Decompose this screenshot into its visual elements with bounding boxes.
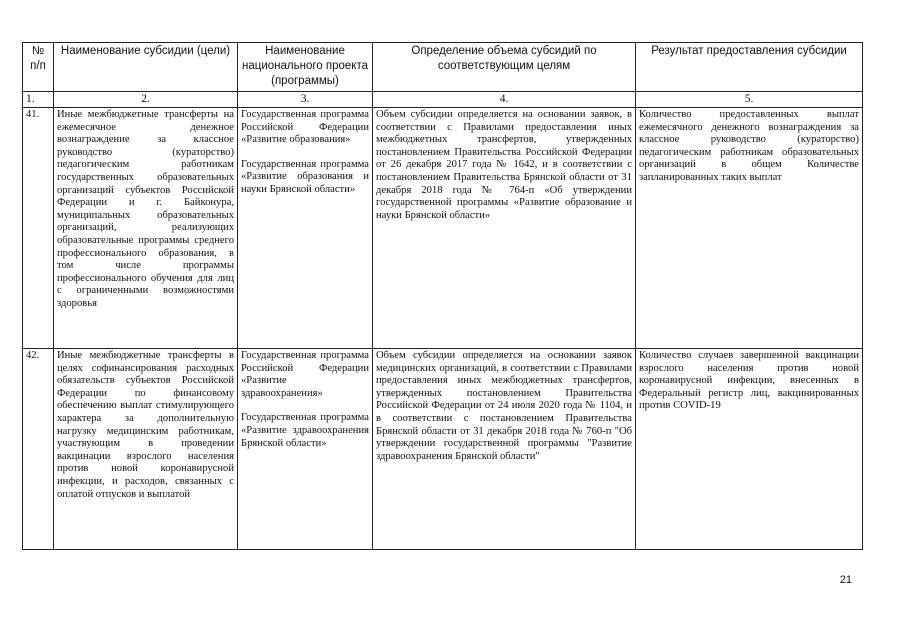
project-cell	[238, 349, 373, 550]
project-federal: Государственная программа Российской Федерации «Развитие здравоохранения»	[241, 350, 369, 399]
table-header-row	[23, 43, 863, 92]
table-row	[23, 349, 863, 550]
column-number: 4.	[373, 92, 636, 108]
header-result: Результат предоставления субсидии	[636, 43, 863, 92]
header-subsidy-name: Наименование субсидии (цели)	[54, 43, 238, 92]
column-numbers-row	[23, 92, 863, 108]
row-number: 42.	[23, 349, 54, 550]
column-number: 3.	[238, 92, 373, 108]
table-row	[23, 108, 863, 349]
header-national-project: Наименование национального проекта (программы)	[238, 43, 373, 92]
header-volume-definition: Определение объема субсидий по соответствующим целям	[373, 43, 636, 92]
header-number: № п/п	[23, 43, 54, 92]
result-cell: Количество случаев завершенной вакцинации взрослого населения против новой коронавирусной инфекции, внесенных в Федеральный регистр лиц, вакцинированных против COVID-19	[636, 349, 863, 550]
project-regional: Государственная программа «Развитие образования и науки Брянской области»	[241, 158, 369, 195]
column-number: 2.	[54, 92, 238, 108]
volume-cell: Объем субсидии определяется на основании заявок, в соответствии с Правилами предоставления иных межбюджетных трансфертов, утвержденных постановлением Правительства Российской Федерации от 26 декабря 2017 года № 1642, и в соответствии с постановлением Правительства Брянской области от 31 декабря 2018 года № 764-п «Об утверждении государственной программы «Развитие образование и науки Брянской области»	[373, 108, 636, 349]
subsidy-name-cell: Иные межбюджетные трансферты на ежемесячное денежное вознаграждение за классное руководство (кураторство) педагогическим работникам государственных образовательных организаций субъектов Российской Федерации и г. Байконура, муниципальных образовательных организаций, реализующих образовательные программы среднего профессионального образования, в том числе программы профессионального обучения для лиц с ограниченными возможностями здоровья	[54, 108, 238, 349]
project-cell	[238, 108, 373, 349]
page-number: 21	[839, 574, 852, 586]
result-cell: Количество предоставленных выплат ежемесячного денежного вознаграждения за классное руководство (кураторство) педагогическим работникам образовательных организаций в общем Количестве запланированных таких выплат	[636, 108, 863, 349]
column-number: 5.	[636, 92, 863, 108]
project-regional: Государственная программа «Развитие здравоохранения Брянской области»	[241, 412, 369, 449]
column-number: 1.	[23, 92, 54, 108]
project-federal: Государственная программа Российской Федерации «Развитие образования»	[241, 109, 369, 146]
subsidies-table	[22, 42, 863, 550]
volume-cell: Объем субсидии определяется на основании заявок медицинских организаций, в соответствии с Правилами предоставления иных межбюджетных трансфертов, утвержденных постановлением Правительства Российской Федерации от 24 июля 2020 года № 1104, и в соответствии с постановлением Правительства Брянской области от 31 декабря 2018 года № 760-п "Об утверждении государственной программы "Развитие здравоохранения Брянской области"	[373, 349, 636, 550]
row-number: 41.	[23, 108, 54, 349]
subsidy-name-cell: Иные межбюджетные трансферты в целях софинансирования расходных обязательств субъектов Российской Федерации по финансовому обеспечению выплат стимулирующего характера за дополнительную нагрузку медицинским работникам, участвующим в проведении вакцинации взрослого населения против новой коронавирусной инфекции, и расходов, связанных с оплатой отпусков и выплатой	[54, 349, 238, 550]
